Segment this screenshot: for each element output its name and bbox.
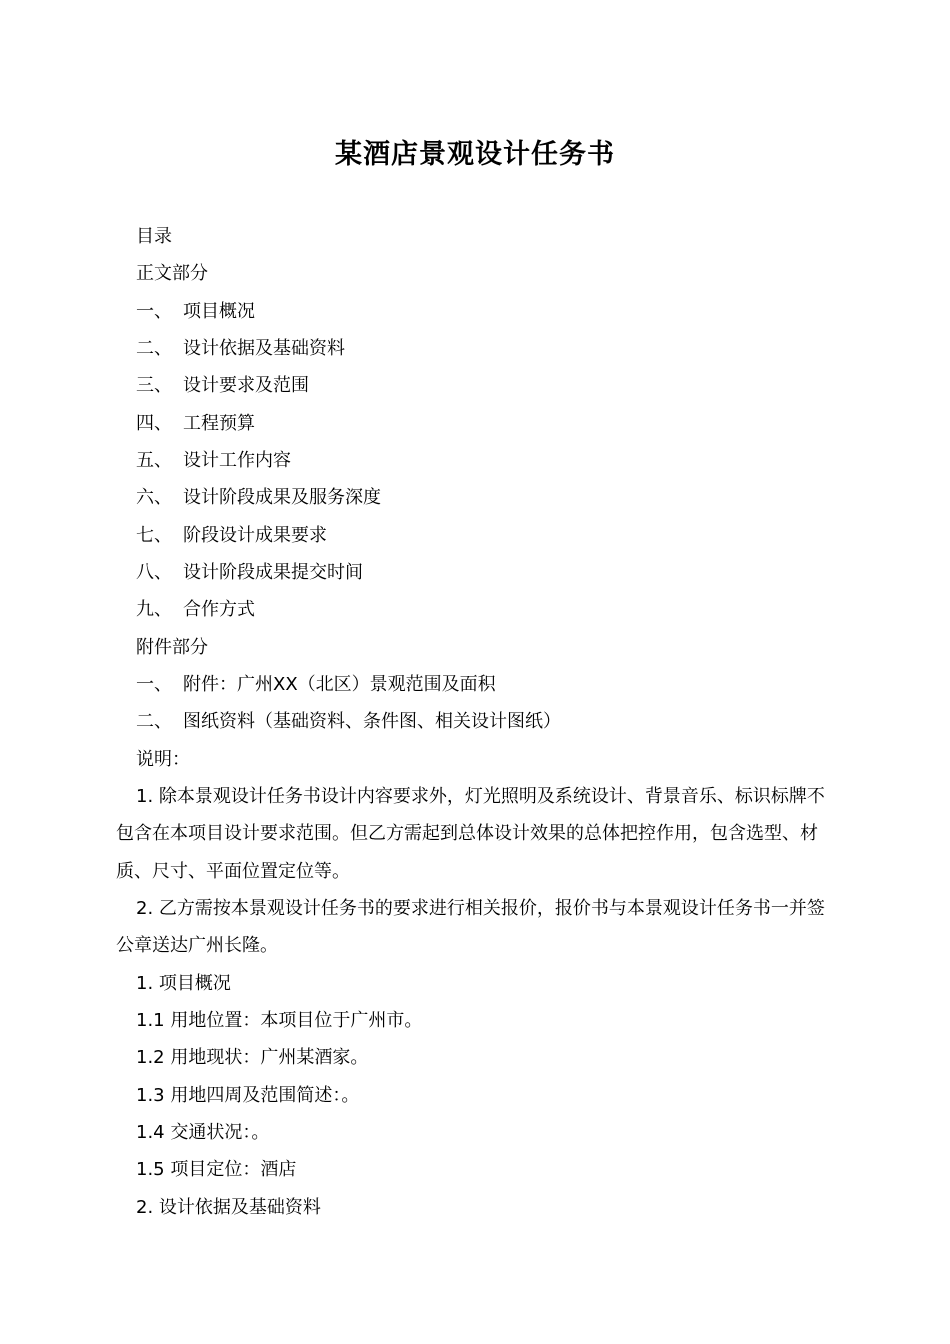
toc-item-number: 六、 [136, 487, 172, 508]
toc-item-text: 设计阶段成果提交时间 [183, 562, 363, 583]
toc-item-text: 设计依据及基础资料 [183, 338, 345, 359]
toc-item-text: 工程预算 [183, 413, 255, 434]
note-paragraph-1: 1. 除本景观设计任务书设计内容要求外，灯光照明及系统设计、背景音乐、标识标牌不包含在本项目设计要求范围。但乙方需起到总体设计效果的总体把控作用，包含选型、材质、尺寸、平面位置定位等。 [116, 786, 825, 882]
section-1-item: 1.5 项目定位：酒店 [136, 1159, 297, 1180]
main-section-heading: 正文部分 [136, 263, 208, 284]
toc-item [136, 597, 255, 623]
appendix-item [136, 709, 561, 735]
notes-header: 说明： [136, 749, 190, 770]
toc-item-text: 合作方式 [183, 599, 255, 620]
toc-item-number: 五、 [136, 450, 172, 471]
note-paragraph-2: 2. 乙方需按本景观设计任务书的要求进行相关报价，报价书与本景观设计任务书一并签公章送达广州长隆。 [116, 898, 825, 957]
toc-item [136, 485, 381, 511]
toc-item [136, 560, 363, 586]
toc-item-number: 八、 [136, 562, 172, 583]
toc-item-number: 三、 [136, 375, 172, 396]
appendix-item-text: 图纸资料（基础资料、条件图、相关设计图纸） [183, 711, 561, 732]
appendix-item-text: 附件：广州XX（北区）景观范围及面积 [183, 674, 496, 695]
toc-item [136, 299, 255, 325]
toc-item [136, 411, 255, 437]
toc-item-text: 阶段设计成果要求 [183, 525, 327, 546]
appendix-item-number: 一、 [136, 674, 172, 695]
appendix-item-number: 二、 [136, 711, 172, 732]
toc-item-number: 二、 [136, 338, 172, 359]
section-1-item: 1.2 用地现状：广州某酒家。 [136, 1047, 369, 1068]
toc-header: 目录 [136, 226, 172, 247]
appendix-section-heading: 附件部分 [136, 637, 208, 658]
section-1-title: 1. 项目概况 [136, 973, 231, 994]
toc-item [136, 336, 345, 362]
toc-item-text: 设计工作内容 [183, 450, 291, 471]
toc-item [136, 523, 327, 549]
section-1-item: 1.3 用地四周及范围简述：。 [136, 1085, 360, 1106]
section-1-item: 1.1 用地位置：本项目位于广州市。 [136, 1010, 423, 1031]
toc-item-text: 项目概况 [183, 301, 255, 322]
document-title: 某酒店景观设计任务书 [335, 139, 615, 170]
toc-item-number: 一、 [136, 301, 172, 322]
toc-item-number: 九、 [136, 599, 172, 620]
toc-item [136, 448, 291, 474]
toc-item-text: 设计阶段成果及服务深度 [183, 487, 381, 508]
toc-item-text: 设计要求及范围 [183, 375, 309, 396]
toc-item-number: 七、 [136, 525, 172, 546]
toc-item-number: 四、 [136, 413, 172, 434]
section-1-item: 1.4 交通状况：。 [136, 1122, 270, 1143]
appendix-item [136, 672, 496, 698]
toc-item [136, 373, 309, 399]
section-2-title: 2. 设计依据及基础资料 [136, 1197, 321, 1218]
